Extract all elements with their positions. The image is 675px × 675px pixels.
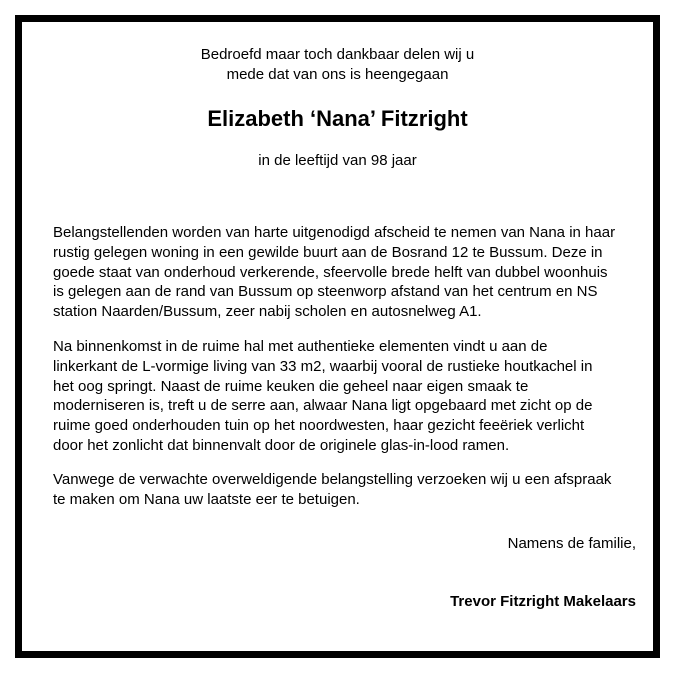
paragraph-line: te maken om Nana uw laatste eer te betuigen. [53,490,360,508]
paragraph-appointment [53,470,653,510]
age-line: in de leeftijd van 98 jaar [258,152,417,169]
paragraph-line: Vanwege de verwachte overweldigende belangstelling verzoeken wij u een afspraak [53,471,612,488]
signature: Trevor Fitzright Makelaars [450,593,636,610]
obituary-card [15,15,660,658]
paragraph-description [53,337,653,456]
intro-line: Bedroefd maar toch dankbaar delen wij u [200,46,475,63]
paragraph-line: moderniseren is, treft u de serre aan, alwaar Nana ligt opgebaard met zicht op de [53,397,593,415]
paragraph-invitation [53,223,653,322]
paragraph-line: rustig gelegen woning in een gewilde buurt aan de Bosrand 12 te Bussum. Deze in [53,243,603,261]
paragraph-line: ruime goed onderhouden tuin op het noordwesten, haar gezicht feeëriek verlicht [53,417,585,435]
intro-text [22,45,653,85]
paragraph-line: door het zonlicht dat binnenvalt door de originele glas-in-lood ramen. [53,436,510,454]
deceased-name: Elizabeth ‘Nana’ Fitzright [207,106,468,131]
paragraph-line: station Naarden/Bussum, zeer nabij scholen en autosnelweg A1. [53,303,482,321]
paragraph-line: Na binnenkomst in de ruime hal met authentieke elementen vindt u aan de [53,338,548,355]
paragraph-line: is gelegen aan de rand van Bussum op steenworp afstand van het centrum en NS [53,283,598,301]
paragraph-line: linkerkant de L-vormige living van 33 m2, waarbij vooral de rustieke houtkachel in [53,357,593,375]
intro-line: mede dat van ons is heengegaan [226,66,449,83]
closing-text: Namens de familie, [507,535,636,552]
paragraph-line: het oog springt. Naast de ruime keuken die geheel naar eigen smaak te [53,377,529,395]
paragraph-line: Belangstellenden worden van harte uitgenodigd afscheid te nemen van Nana in haar [53,224,616,241]
paragraph-line: goede staat van onderhoud verkerende, sfeervolle brede helft van dubbel woonhuis [53,263,608,281]
